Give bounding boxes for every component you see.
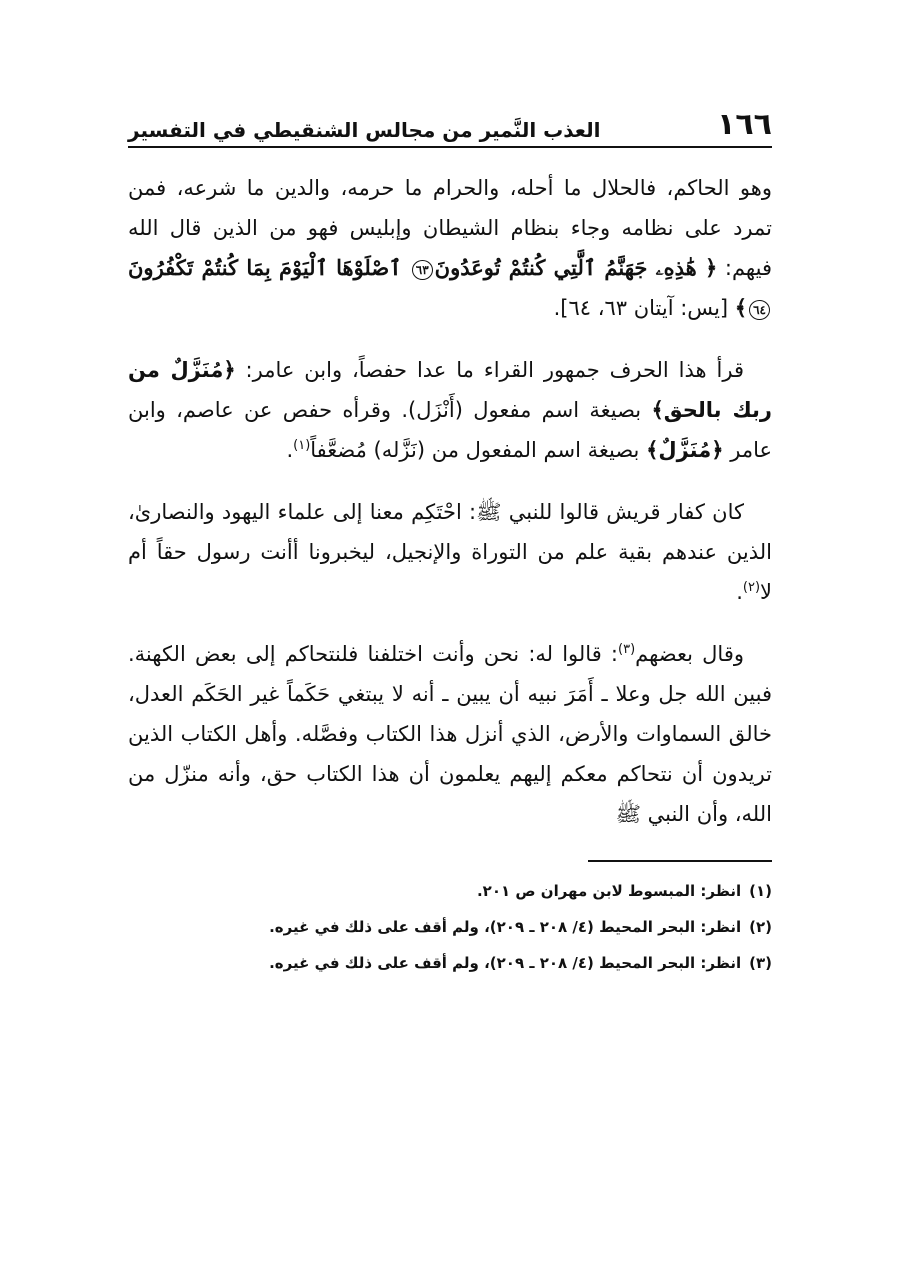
quran-reading-2: ﴿مُنَزَّلٌ﴾ — [646, 438, 724, 462]
paragraph-2-mid-1: بصيغة اسم مفعول (أَنْزَل). وقرأه حفص عن عاصم، وابن عامر — [128, 398, 772, 462]
paragraph-2-intro: قرأ هذا الحرف جمهور القراء ما عدا حفصاً، وابن عامر: — [245, 358, 744, 382]
body-text — [128, 168, 772, 834]
ayah-number-63: ٦٣ — [412, 260, 433, 280]
ayah-number-64: ٦٤ — [749, 300, 770, 320]
book-page — [128, 96, 772, 1206]
footnote-marker: (٢) — [749, 918, 772, 936]
paragraph-2-mid-2: بصيغة اسم المفعول من (نَزَّله) مُضعَّفاً — [310, 438, 640, 462]
running-title: العذب النَّمير من مجالس الشنقيطي في التفسير — [128, 118, 601, 142]
footnotes — [128, 876, 772, 978]
paragraph-1 — [128, 168, 772, 328]
paragraph-1-text: وهو الحاكم، فالحلال ما أحله، والحرام ما حرمه، والدين ما شرعه، فمن تمرد على نظامه وجاء بنظام الشيطان وإبليس فهو من الذين قال الله فيهم: — [128, 176, 772, 280]
footnote-ref-2: (٢) — [742, 580, 761, 595]
footnote-2 — [128, 912, 772, 942]
quran-open-bracket: ﴿ — [704, 255, 718, 280]
quran-verse-64: ٱصْلَوْهَا ٱلْيَوْمَ بِمَا كُنتُمْ تَكْفُرُونَ — [128, 255, 402, 280]
quran-close-bracket: ﴾ — [734, 295, 748, 320]
footnote-marker: (٣) — [749, 954, 772, 972]
paragraph-2 — [128, 350, 772, 470]
footnote-text: انظر: المبسوط لابن مهران ص ٢٠١. — [476, 882, 742, 900]
page-number: ١٦٦ — [717, 107, 772, 142]
footnote-text: انظر: البحر المحيط (٤/ ٢٠٨ ـ ٢٠٩)، ولم أقف على ذلك في غيره. — [269, 918, 742, 936]
paragraph-3-text: كان كفار قريش قالوا للنبي ﷺ: احْتَكِم معنا إلى علماء اليهود والنصارىٰ، الذين عندهم بقية علم من التوراة والإنجيل، ليخبرونا أأنت رسول حقاً أم لا — [128, 500, 772, 604]
paragraph-4-start: وقال بعضهم — [635, 642, 744, 666]
footnote-text: انظر: البحر المحيط (٤/ ٢٠٨ ـ ٢٠٩)، ولم أقف على ذلك في غيره. — [269, 954, 742, 972]
quran-verse-63: هَٰذِهِۦ جَهَنَّمُ ٱلَّتِي كُنتُمْ تُوعَدُونَ — [434, 255, 697, 280]
footnote-1 — [128, 876, 772, 906]
footnote-marker: (١) — [749, 882, 772, 900]
footnote-ref-1: (١) — [293, 438, 311, 453]
footnote-ref-3: (٣) — [618, 642, 636, 657]
footnote-divider — [588, 860, 772, 862]
footnote-3 — [128, 948, 772, 978]
paragraph-2-end: . — [286, 438, 294, 462]
paragraph-4 — [128, 634, 772, 834]
paragraph-4-text: : قالوا له: نحن وأنت اختلفنا فلنتحاكم إلى بعض الكهنة. فبين الله جل وعلا ـ أَمَرَ نبيه أن يبين ـ أنه لا يبتغي حَكَماً غير الحَكَم العدل، خالق السماوات والأرض، الذي أنزل هذا الكتاب وفصَّله. وأهل الكتاب الذين تريدون أن نتحاكم معكم إليهم يعلمون أن هذا الكتاب حق، وأنه منزّل من الله، وأن النبي ﷺ — [128, 642, 772, 826]
page-header — [128, 96, 772, 148]
paragraph-3 — [128, 492, 772, 612]
citation: [يس: آيتان ٦٣، ٦٤]. — [553, 296, 729, 320]
paragraph-3-end: . — [736, 580, 743, 604]
quran-reading-1: ﴿مُنَزَّلٌ من ربك بالحق﴾ — [128, 358, 772, 422]
